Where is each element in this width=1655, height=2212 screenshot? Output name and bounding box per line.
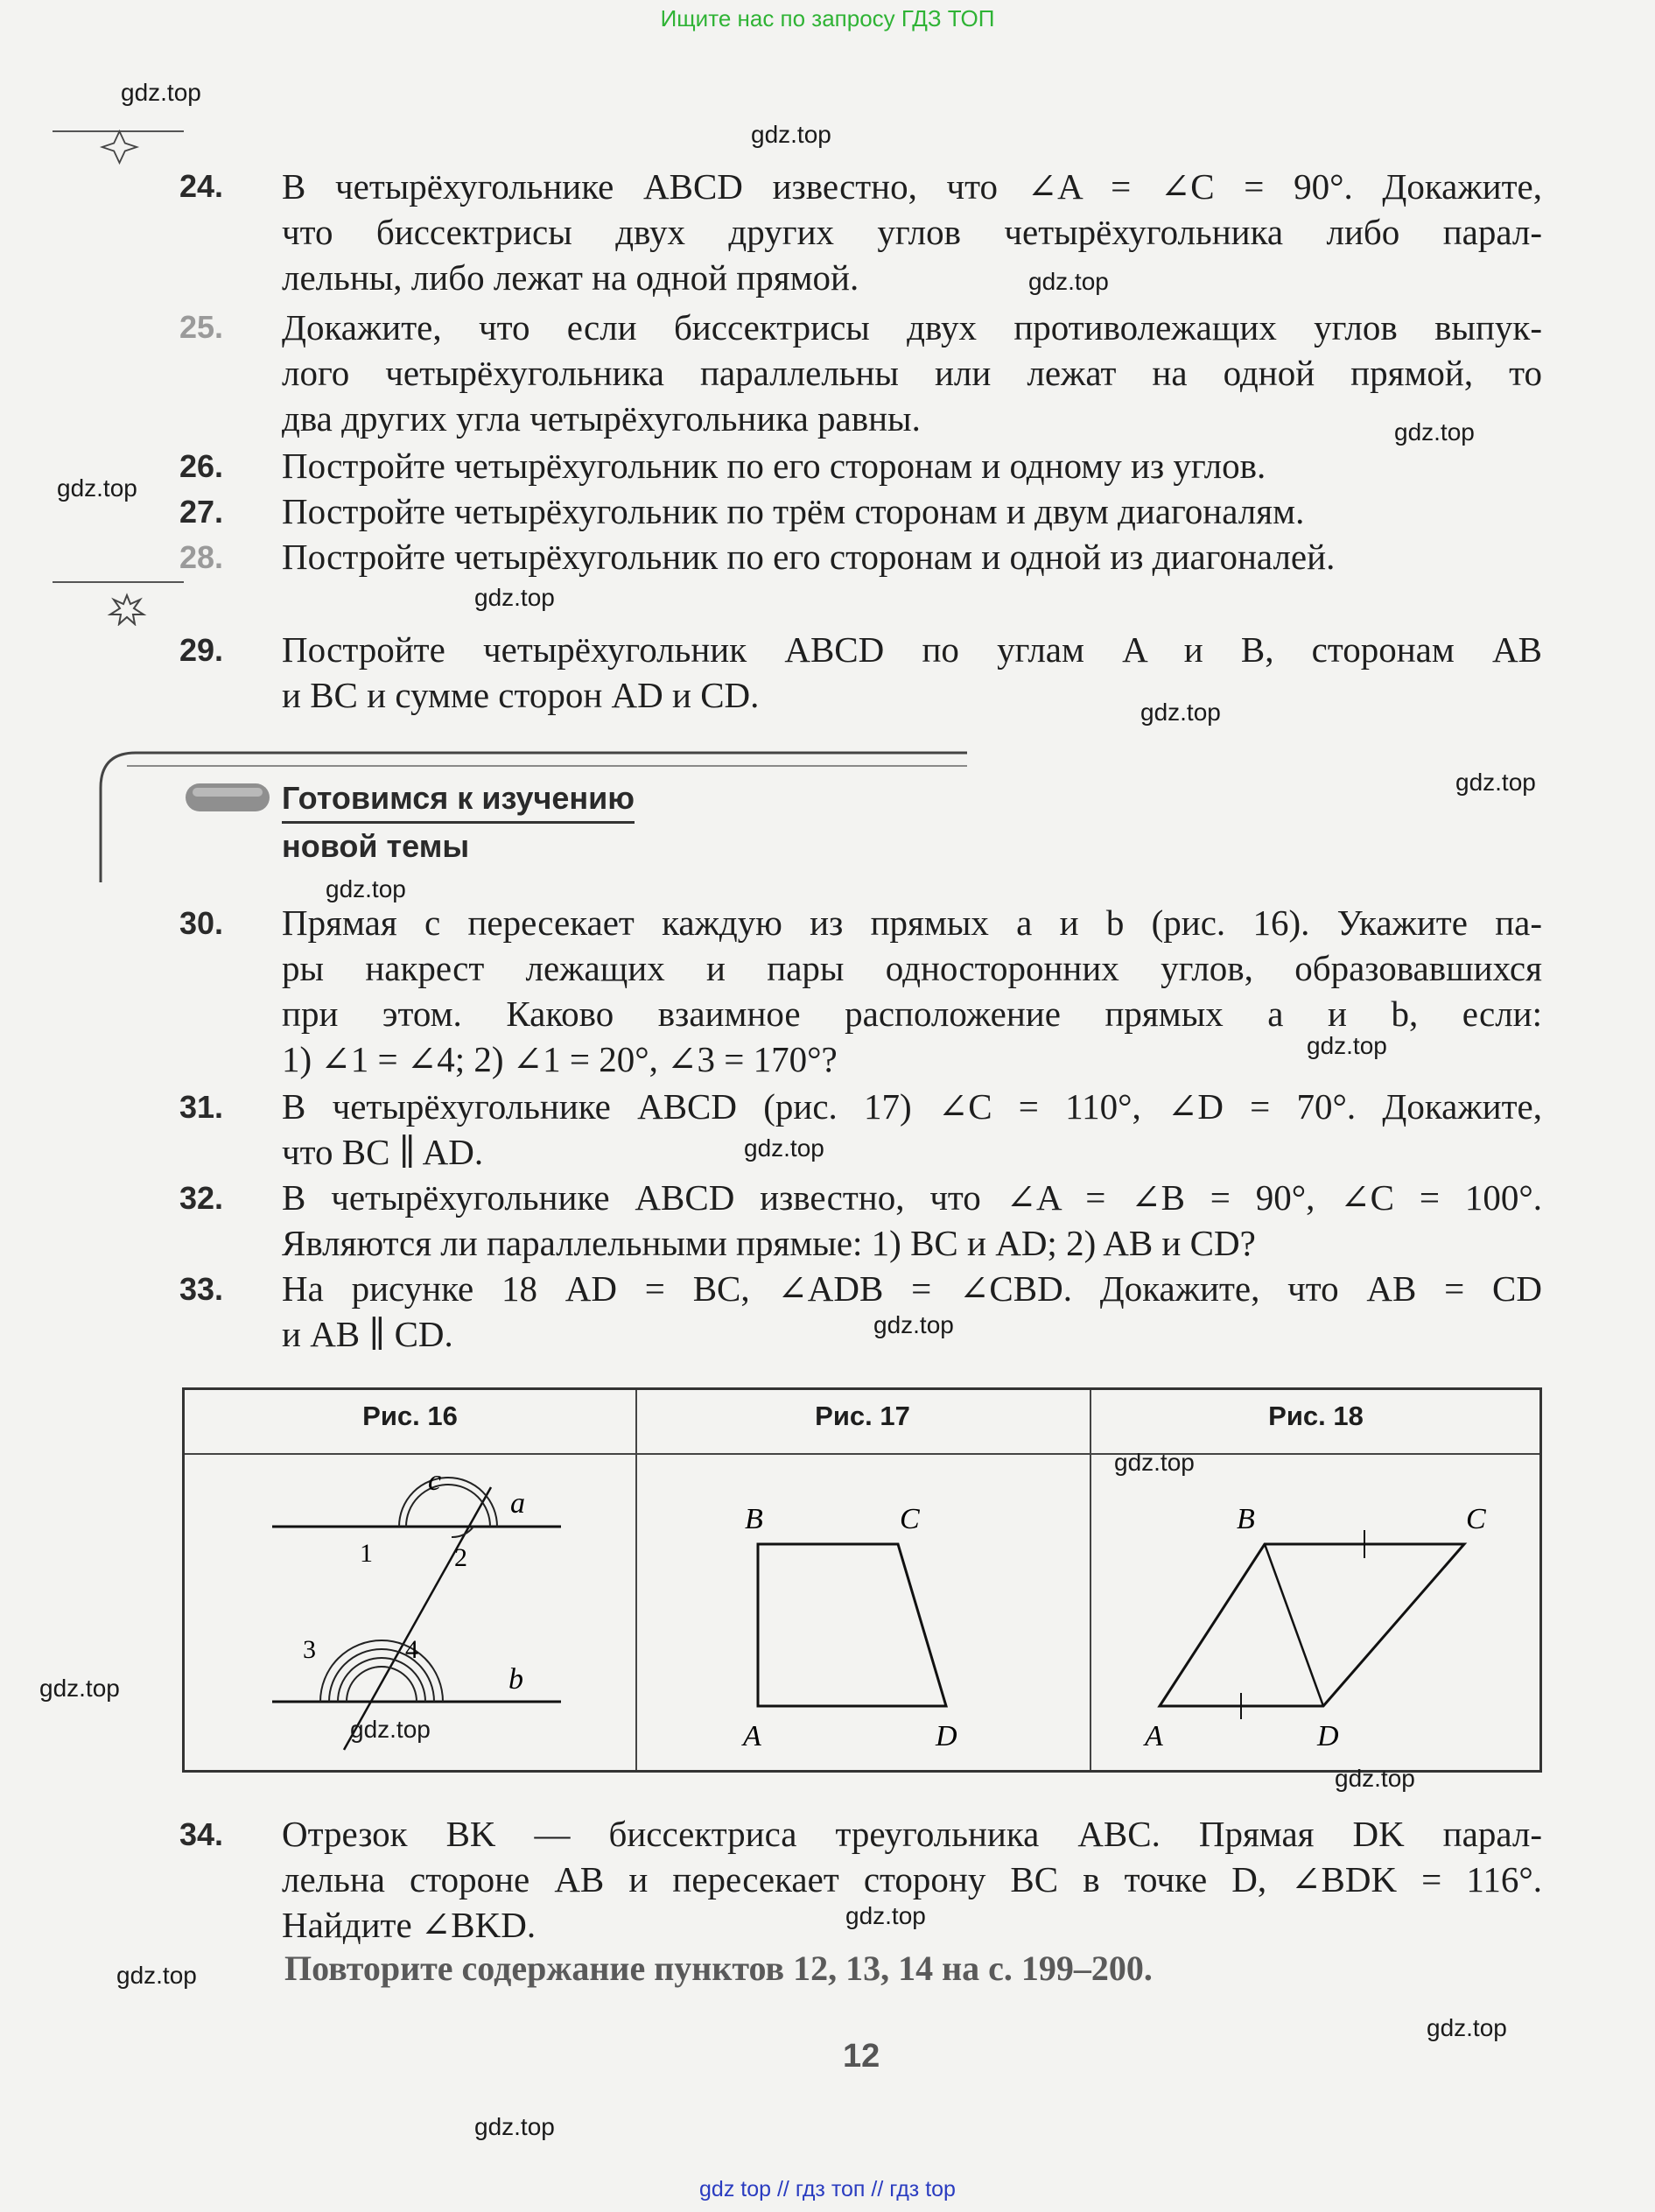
- figure-caption: Рис. 17: [815, 1401, 910, 1431]
- watermark[interactable]: gdz.top: [1028, 268, 1109, 295]
- problem-text: Постройте четырёхугольник по трём сторонам и двум диагоналям.: [282, 491, 1305, 531]
- label-1: 1: [360, 1539, 373, 1568]
- text-line: лого четырёхугольника параллельны или лежат на одной прямой, то: [282, 353, 1542, 393]
- problem-number: 31.: [179, 1089, 224, 1125]
- label-c: c: [428, 1464, 442, 1497]
- text-line: Постройте четырёхугольник ABCD по углам A и B, сторонам AB: [282, 629, 1542, 670]
- angle-arc: [338, 1658, 425, 1702]
- heading-line: Готовимся к изучению: [282, 776, 635, 824]
- watermark[interactable]: gdz.top: [116, 1962, 197, 1989]
- watermark[interactable]: gdz.top: [57, 474, 137, 502]
- watermark[interactable]: gdz.top: [474, 584, 555, 611]
- text-line: что биссектрисы двух других углов четырёхугольника либо парал-: [282, 212, 1542, 252]
- problem-text: [282, 1175, 1542, 1266]
- label-d: D: [936, 1720, 957, 1752]
- label-a: a: [510, 1487, 525, 1520]
- problem-text: [282, 627, 1542, 718]
- angle-arc: [452, 1527, 473, 1537]
- figure-17-drawing: [635, 1457, 1090, 1767]
- problem-number: 25.: [179, 309, 224, 345]
- figure-caption: Рис. 18: [1268, 1401, 1364, 1431]
- angle-arc: [406, 1485, 490, 1527]
- heading-line: новой темы: [282, 828, 470, 864]
- watermark[interactable]: gdz.top: [1307, 1032, 1387, 1059]
- watermark[interactable]: gdz.top: [744, 1134, 824, 1162]
- text-line: В четырёхугольнике ABCD (рис. 17) ∠C = 110°, ∠D = 70°. Докажите,: [282, 1086, 1542, 1127]
- watermark[interactable]: gdz.top: [1427, 2014, 1507, 2041]
- text-line: На рисунке 18 AD = BC, ∠ADB = ∠CBD. Докажите, что AB = CD: [282, 1268, 1542, 1309]
- watermark[interactable]: gdz.top: [1140, 699, 1221, 726]
- text-line: В четырёхугольнике ABCD известно, что ∠A = ∠C = 90°. Докажите,: [282, 166, 1542, 207]
- watermark[interactable]: gdz.top: [39, 1675, 120, 1702]
- problem-number: 33.: [179, 1271, 224, 1307]
- problem-number: 24.: [179, 168, 224, 204]
- section-heading: [282, 776, 635, 869]
- problem-number: 26.: [179, 448, 224, 484]
- top-banner[interactable]: Ищите нас по запросу ГДЗ ТОП: [660, 5, 995, 32]
- watermark[interactable]: gdz.top: [1394, 418, 1475, 446]
- watermark[interactable]: gdz.top: [1335, 1765, 1415, 1792]
- watermark[interactable]: gdz.top: [474, 2113, 555, 2140]
- footer-links[interactable]: gdz top // гдз топ // гдз top: [699, 2177, 956, 2201]
- page-number: 12: [843, 2038, 880, 2075]
- watermark[interactable]: gdz.top: [326, 875, 406, 902]
- problem-text: Постройте четырёхугольник по его сторонам и одной из диагоналей.: [282, 537, 1336, 577]
- text-line: при этом. Каково взаимное расположение прямых a и b, если:: [282, 994, 1542, 1034]
- text-line: Отрезок BK — биссектриса треугольника ABC. Прямая DK парал-: [282, 1814, 1542, 1854]
- problem-number: 34.: [179, 1816, 224, 1852]
- watermark[interactable]: gdz.top: [873, 1311, 954, 1338]
- watermark[interactable]: gdz.top: [751, 121, 831, 148]
- text-line: лельны, либо лежат на одной прямой.: [282, 257, 859, 298]
- label-b: b: [508, 1663, 523, 1696]
- parallelogram-abcd: [1160, 1544, 1464, 1706]
- text-line: и AB ∥ CD.: [282, 1314, 453, 1354]
- text-line: что BC ∥ AD.: [282, 1132, 484, 1172]
- margin-ornament-2: [53, 573, 184, 626]
- label-d: D: [1317, 1720, 1339, 1752]
- label-c: C: [900, 1503, 920, 1535]
- label-4: 4: [405, 1635, 418, 1664]
- problem-text: Постройте четырёхугольник по его сторонам и одному из углов.: [282, 446, 1266, 486]
- problem-number: 28.: [179, 539, 224, 575]
- text-line: и BC и сумме сторон AD и CD.: [282, 675, 760, 715]
- margin-ornament-1: [53, 123, 184, 175]
- revise-note: Повторите содержание пунктов 12, 13, 14 на с. 199–200.: [284, 1949, 1153, 1988]
- figures-table: [182, 1387, 1542, 1773]
- problem-text: [282, 1084, 1542, 1175]
- text-line: Являются ли параллельными прямые: 1) BC и AD; 2) AB и CD?: [282, 1223, 1256, 1263]
- watermark[interactable]: gdz.top: [350, 1716, 431, 1743]
- label-b: B: [1237, 1503, 1255, 1535]
- problem-number: 27.: [179, 494, 224, 530]
- text-line: ры накрест лежащих и пары односторонних углов, образовавшихся: [282, 948, 1542, 988]
- watermark[interactable]: gdz.top: [1455, 769, 1536, 796]
- label-c: C: [1466, 1503, 1486, 1535]
- problem-text: [282, 164, 1542, 300]
- label-b: B: [745, 1503, 763, 1535]
- label-a: A: [1145, 1720, 1163, 1752]
- label-2: 2: [454, 1543, 467, 1572]
- text-line: Найдите ∠BKD.: [282, 1905, 536, 1945]
- watermark[interactable]: gdz.top: [845, 1902, 926, 1929]
- watermark[interactable]: gdz.top: [121, 79, 201, 106]
- text-line: 1) ∠1 = ∠4; 2) ∠1 = 20°, ∠3 = 170°?: [282, 1039, 838, 1079]
- table-header-rule: [185, 1453, 1539, 1455]
- watermark[interactable]: gdz.top: [1114, 1449, 1195, 1476]
- figure-caption: Рис. 16: [362, 1401, 458, 1431]
- label-a: A: [743, 1720, 761, 1752]
- problem-number: 30.: [179, 905, 224, 941]
- text-line: Прямая c пересекает каждую из прямых a и b (рис. 16). Укажите па-: [282, 902, 1542, 943]
- problem-number: 29.: [179, 632, 224, 668]
- problem-number: 32.: [179, 1180, 224, 1216]
- diagonal-bd: [1265, 1544, 1323, 1706]
- text-line: В четырёхугольнике ABCD известно, что ∠A = ∠B = 90°, ∠C = 100°.: [282, 1177, 1542, 1218]
- text-line: Докажите, что если биссектрисы двух противолежащих углов выпук-: [282, 307, 1542, 348]
- section-marker-icon: [184, 782, 271, 813]
- text-line: два других угла четырёхугольника равны.: [282, 398, 921, 439]
- quadrilateral-abcd: [758, 1544, 946, 1706]
- text-line: лельна стороне AB и пересекает сторону BC в точке D, ∠BDK = 116°.: [282, 1859, 1542, 1900]
- problem-text: [282, 305, 1542, 441]
- figure-18-drawing: [1090, 1457, 1542, 1767]
- label-3: 3: [303, 1635, 316, 1664]
